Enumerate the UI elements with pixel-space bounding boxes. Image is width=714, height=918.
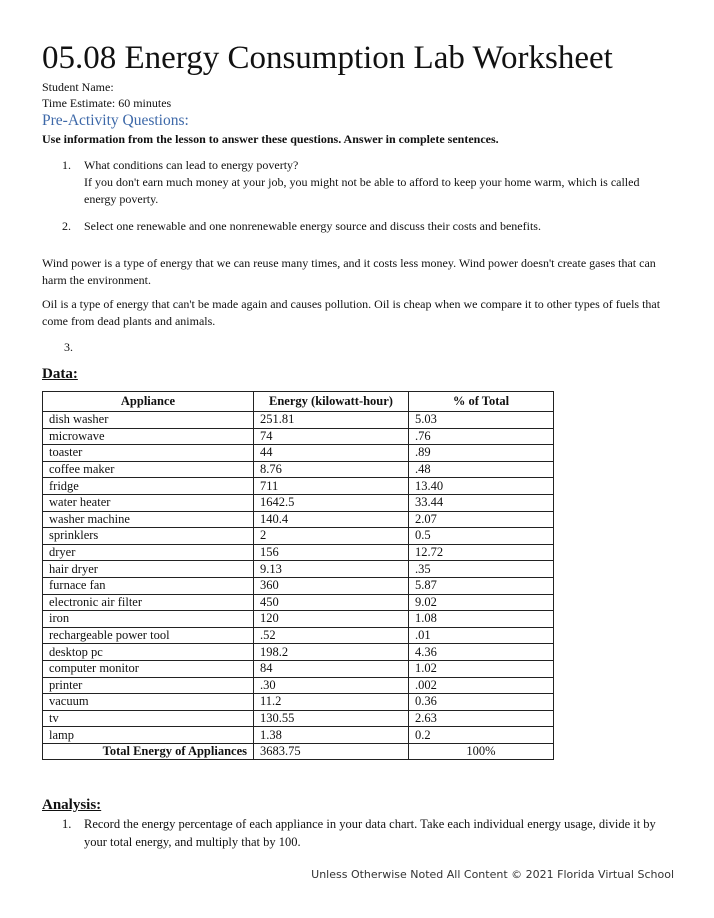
energy-cell: 9.13	[254, 561, 409, 578]
percent-cell: 5.87	[409, 577, 554, 594]
percent-cell: 1.02	[409, 660, 554, 677]
table-row	[43, 577, 554, 594]
energy-cell: 8.76	[254, 461, 409, 478]
answer-paragraph-wind: Wind power is a type of energy that we can reuse many times, and it costs less money. Wind power doesn't create gases that can harm the environment.	[42, 256, 656, 287]
question-item	[62, 157, 662, 208]
energy-cell: 120	[254, 611, 409, 628]
energy-cell: 198.2	[254, 644, 409, 661]
appliance-cell: rechargeable power tool	[43, 627, 254, 644]
pre-activity-instructions: Use information from the lesson to answer these questions. Answer in complete sentences.	[42, 132, 499, 146]
energy-cell: 11.2	[254, 694, 409, 711]
table-row	[43, 727, 554, 744]
table-row	[43, 644, 554, 661]
appliance-cell: sprinklers	[43, 528, 254, 545]
answer-paragraph-oil: Oil is a type of energy that can't be made again and causes pollution. Oil is cheap when we compare it to other types of fuels that come from dead plants and animals.	[42, 297, 661, 328]
appliance-cell: lamp	[43, 727, 254, 744]
analysis-number: 1.	[62, 817, 72, 831]
appliance-cell: coffee maker	[43, 461, 254, 478]
percent-cell: 13.40	[409, 478, 554, 495]
analysis-list	[62, 815, 662, 851]
table-row	[43, 677, 554, 694]
page-title: 05.08 Energy Consumption Lab Worksheet	[42, 40, 613, 76]
energy-cell: 1.38	[254, 727, 409, 744]
table-row	[43, 594, 554, 611]
percent-cell: 33.44	[409, 494, 554, 511]
student-name-label: Student Name:	[42, 80, 114, 94]
table-row	[43, 528, 554, 545]
appliance-cell: printer	[43, 677, 254, 694]
question-number: 2.	[62, 219, 71, 233]
question-answer: If you don't earn much money at your job, you might not be able to afford to keep your home warm, which is called energy poverty.	[84, 175, 640, 206]
energy-cell: 2	[254, 528, 409, 545]
energy-data-table	[42, 391, 554, 760]
analysis-text: Record the energy percentage of each appliance in your data chart. Take each individual energy usage, divide it by your total energy, and multiply that by 100.	[84, 817, 656, 849]
question-text: Select one renewable and one nonrenewable energy source and discuss their costs and benefits.	[84, 219, 541, 233]
appliance-cell: toaster	[43, 445, 254, 462]
question-number: 1.	[62, 158, 71, 172]
percent-cell: 12.72	[409, 544, 554, 561]
table-row	[43, 445, 554, 462]
table-row	[43, 694, 554, 711]
appliance-cell: dish washer	[43, 412, 254, 429]
appliance-cell: microwave	[43, 428, 254, 445]
pre-activity-heading: Pre-Activity Questions:	[42, 112, 189, 129]
question-text: What conditions can lead to energy poverty?	[84, 158, 299, 172]
total-energy: 3683.75	[254, 743, 409, 760]
table-row	[43, 660, 554, 677]
percent-cell: 2.07	[409, 511, 554, 528]
question-item	[62, 218, 662, 235]
appliance-cell: computer monitor	[43, 660, 254, 677]
table-row	[43, 412, 554, 429]
appliance-cell: vacuum	[43, 694, 254, 711]
column-header-energy: Energy (kilowatt-hour)	[254, 392, 409, 412]
appliance-cell: furnace fan	[43, 577, 254, 594]
analysis-heading: Analysis:	[42, 797, 102, 813]
table-row	[43, 494, 554, 511]
appliance-cell: dryer	[43, 544, 254, 561]
energy-cell: 251.81	[254, 412, 409, 429]
percent-cell: 0.2	[409, 727, 554, 744]
appliance-cell: tv	[43, 710, 254, 727]
table-row	[43, 511, 554, 528]
question-3-number: 3.	[64, 340, 73, 354]
table-row	[43, 611, 554, 628]
percent-cell: 5.03	[409, 412, 554, 429]
percent-cell: .35	[409, 561, 554, 578]
time-estimate: Time Estimate: 60 minutes	[42, 96, 172, 110]
table-row	[43, 428, 554, 445]
appliance-cell: desktop pc	[43, 644, 254, 661]
table-row	[43, 627, 554, 644]
energy-cell: 130.55	[254, 710, 409, 727]
pre-activity-questions	[62, 149, 662, 235]
percent-cell: 4.36	[409, 644, 554, 661]
percent-cell: .002	[409, 677, 554, 694]
energy-cell: 1642.5	[254, 494, 409, 511]
percent-cell: .76	[409, 428, 554, 445]
table-row	[43, 461, 554, 478]
appliance-cell: washer machine	[43, 511, 254, 528]
data-heading: Data:	[42, 366, 78, 382]
percent-cell: 1.08	[409, 611, 554, 628]
energy-cell: 156	[254, 544, 409, 561]
table-row	[43, 544, 554, 561]
percent-cell: 0.36	[409, 694, 554, 711]
table-row	[43, 561, 554, 578]
energy-cell: 84	[254, 660, 409, 677]
total-label: Total Energy of Appliances	[43, 743, 254, 760]
percent-cell: 0.5	[409, 528, 554, 545]
energy-cell: 360	[254, 577, 409, 594]
energy-cell: 140.4	[254, 511, 409, 528]
table-header-row	[43, 392, 554, 412]
appliance-cell: electronic air filter	[43, 594, 254, 611]
energy-cell: 44	[254, 445, 409, 462]
energy-cell: .52	[254, 627, 409, 644]
copyright-footer: Unless Otherwise Noted All Content © 2021 Florida Virtual School	[311, 868, 674, 881]
appliance-cell: hair dryer	[43, 561, 254, 578]
total-percent: 100%	[409, 743, 554, 760]
percent-cell: 9.02	[409, 594, 554, 611]
table-row	[43, 710, 554, 727]
table-row	[43, 478, 554, 495]
column-header-appliance: Appliance	[43, 392, 254, 412]
percent-cell: 2.63	[409, 710, 554, 727]
column-header-percent: % of Total	[409, 392, 554, 412]
percent-cell: .01	[409, 627, 554, 644]
energy-cell: .30	[254, 677, 409, 694]
appliance-cell: water heater	[43, 494, 254, 511]
percent-cell: .48	[409, 461, 554, 478]
appliance-cell: fridge	[43, 478, 254, 495]
analysis-item	[62, 815, 662, 851]
percent-cell: .89	[409, 445, 554, 462]
appliance-cell: iron	[43, 611, 254, 628]
energy-cell: 711	[254, 478, 409, 495]
energy-cell: 74	[254, 428, 409, 445]
energy-cell: 450	[254, 594, 409, 611]
table-total-row	[43, 743, 554, 760]
